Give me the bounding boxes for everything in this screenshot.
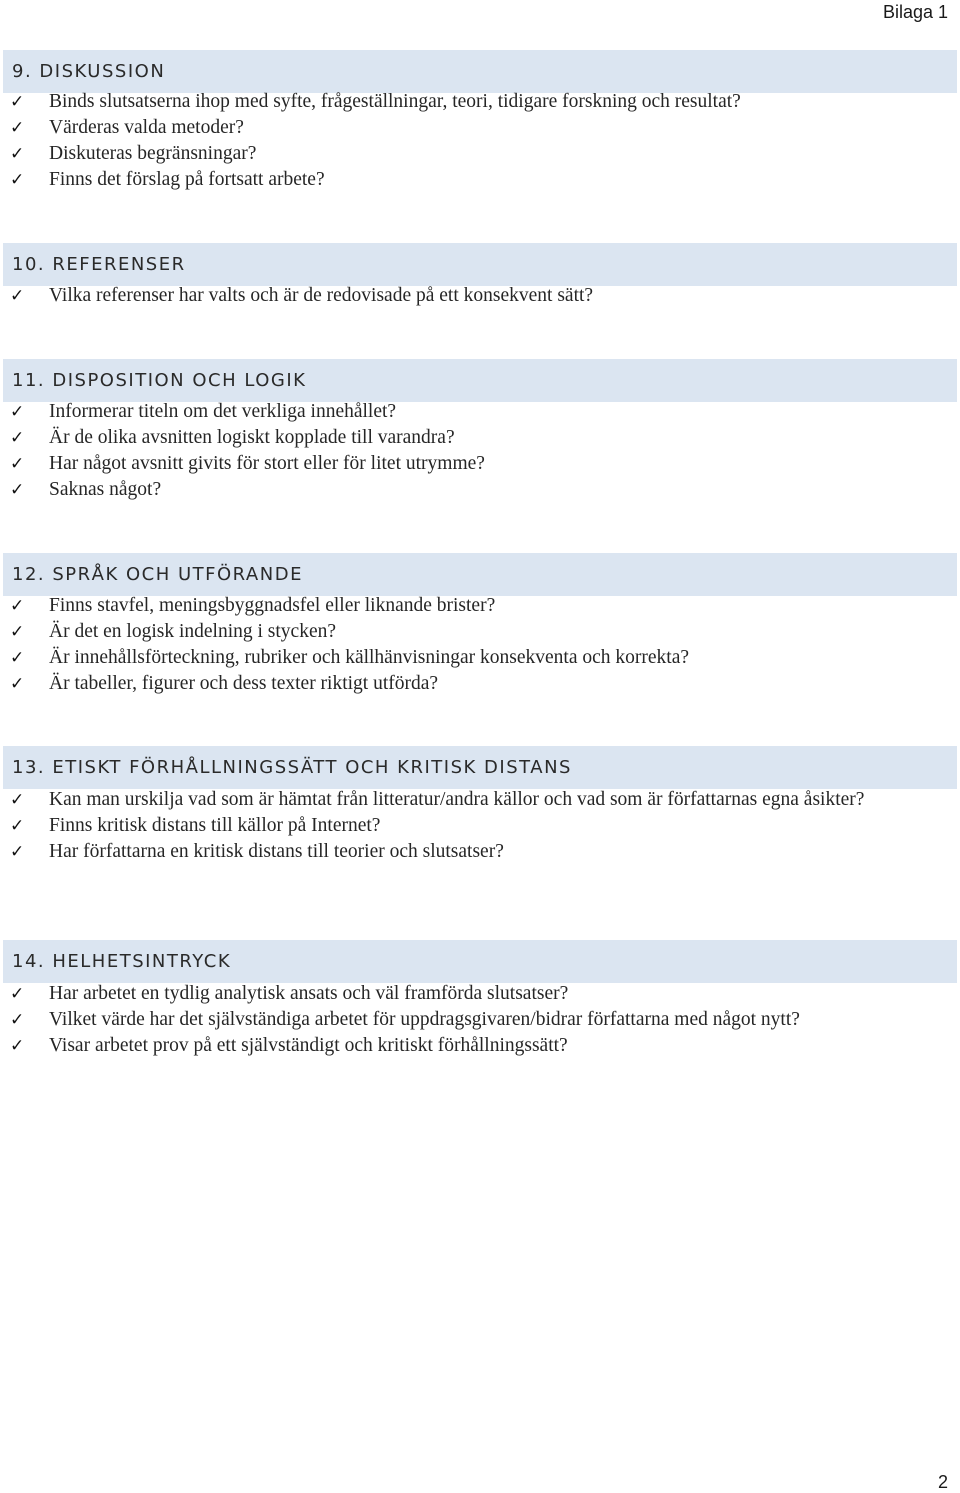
checkmark-icon: ✓: [10, 454, 25, 474]
section-ethics: [0, 746, 960, 865]
checklist-item: [0, 283, 960, 309]
checklist-item-text: Vilka referenser har valts och är de redovisade på ett konsekvent sätt?: [49, 285, 594, 306]
checklist-item-text: Finns kritisk distans till källor på Internet?: [49, 815, 381, 836]
checkmark-icon: ✓: [10, 984, 25, 1004]
section-heading: 14. HELHETSINTRYCK: [3, 940, 957, 983]
section-heading: 13. ETISKT FÖRHÅLLNINGSSÄTT OCH KRITISK DISTANS: [3, 746, 957, 789]
section-heading: 9. DISKUSSION: [3, 50, 957, 93]
page-number: 2: [937, 1472, 948, 1492]
checklist-item-text: Vilket värde har det självständiga arbetet för uppdragsgivaren/bidrar författarna med något nytt?: [49, 1009, 800, 1030]
checklist-item-text: Informerar titeln om det verkliga innehållet?: [49, 401, 397, 422]
checklist-item: [0, 619, 960, 645]
checkmark-icon: ✓: [10, 1010, 25, 1030]
checklist-item: [0, 593, 960, 619]
checklist-item-text: Har arbetet en tydlig analytisk ansats och väl framförda slutsatser?: [49, 983, 569, 1004]
checkmark-icon: ✓: [10, 144, 25, 164]
checklist: [0, 981, 960, 1059]
checklist-item: [0, 451, 960, 477]
checklist-item-text: Har författarna en kritisk distans till teorier och slutsatser?: [49, 841, 504, 862]
checklist-item-text: Binds slutsatserna ihop med syfte, frågeställningar, teori, tidigare forskning och resultat?: [49, 91, 741, 112]
checkmark-icon: ✓: [10, 674, 25, 694]
checklist: [0, 787, 960, 865]
checklist-item: [0, 787, 960, 813]
checklist: [0, 593, 960, 697]
checkmark-icon: ✓: [10, 596, 25, 616]
checkmark-icon: ✓: [10, 790, 25, 810]
checklist-item: [0, 477, 960, 503]
checklist-item: [0, 1033, 960, 1059]
section-disposition: [0, 359, 960, 503]
checklist-item-text: Är de olika avsnitten logiskt kopplade till varandra?: [49, 427, 455, 448]
checklist-item: [0, 839, 960, 865]
checkmark-icon: ✓: [10, 1036, 25, 1056]
checklist-item: [0, 141, 960, 167]
section-heading: 12. SPRÅK OCH UTFÖRANDE: [3, 553, 957, 596]
checklist-item-text: Är innehållsförteckning, rubriker och källhänvisningar konsekventa och korrekta?: [49, 647, 690, 668]
checklist-item: [0, 813, 960, 839]
checkmark-icon: ✓: [10, 92, 25, 112]
section-references: [0, 243, 960, 309]
checklist-item-text: Saknas något?: [49, 479, 162, 500]
checklist: [0, 399, 960, 503]
checkmark-icon: ✓: [10, 842, 25, 862]
checkmark-icon: ✓: [10, 622, 25, 642]
checklist: [0, 283, 960, 309]
section-discussion: [0, 50, 960, 193]
checkmark-icon: ✓: [10, 286, 25, 306]
checklist-item: [0, 645, 960, 671]
checklist-item-text: Värderas valda metoder?: [49, 117, 244, 138]
checkmark-icon: ✓: [10, 118, 25, 138]
checklist-item-text: Diskuteras begränsningar?: [49, 143, 257, 164]
checklist-item: [0, 425, 960, 451]
checkmark-icon: ✓: [10, 648, 25, 668]
page-header-label: Bilaga 1: [882, 2, 948, 22]
checklist-item: [0, 115, 960, 141]
checklist-item-text: Visar arbetet prov på ett självständigt och kritiskt förhållningssätt?: [49, 1035, 568, 1056]
checklist-item-text: Finns stavfel, meningsbyggnadsfel eller liknande brister?: [49, 595, 496, 616]
section-heading: 10. REFERENSER: [3, 243, 957, 286]
checkmark-icon: ✓: [10, 428, 25, 448]
checklist-item-text: Är tabeller, figurer och dess texter riktigt utförda?: [49, 673, 439, 694]
checklist-item-text: Kan man urskilja vad som är hämtat från litteratur/andra källor och vad som är författarnas egna åsikter?: [49, 789, 865, 810]
checklist-item-text: Har något avsnitt givits för stort eller för litet utrymme?: [49, 453, 485, 474]
checklist-item: [0, 89, 960, 115]
checklist-item: [0, 1007, 960, 1033]
checklist-item-text: Finns det förslag på fortsatt arbete?: [49, 169, 325, 190]
checklist-item: [0, 167, 960, 193]
checklist-item-text: Är det en logisk indelning i stycken?: [49, 621, 337, 642]
section-heading: 11. DISPOSITION OCH LOGIK: [3, 359, 957, 402]
checkmark-icon: ✓: [10, 480, 25, 500]
checklist-item: [0, 671, 960, 697]
checkmark-icon: ✓: [10, 170, 25, 190]
section-overall-impression: [0, 940, 960, 1059]
section-language: [0, 553, 960, 697]
checkmark-icon: ✓: [10, 402, 25, 422]
checklist: [0, 89, 960, 193]
checklist-item: [0, 399, 960, 425]
checklist-item: [0, 981, 960, 1007]
checkmark-icon: ✓: [10, 816, 25, 836]
